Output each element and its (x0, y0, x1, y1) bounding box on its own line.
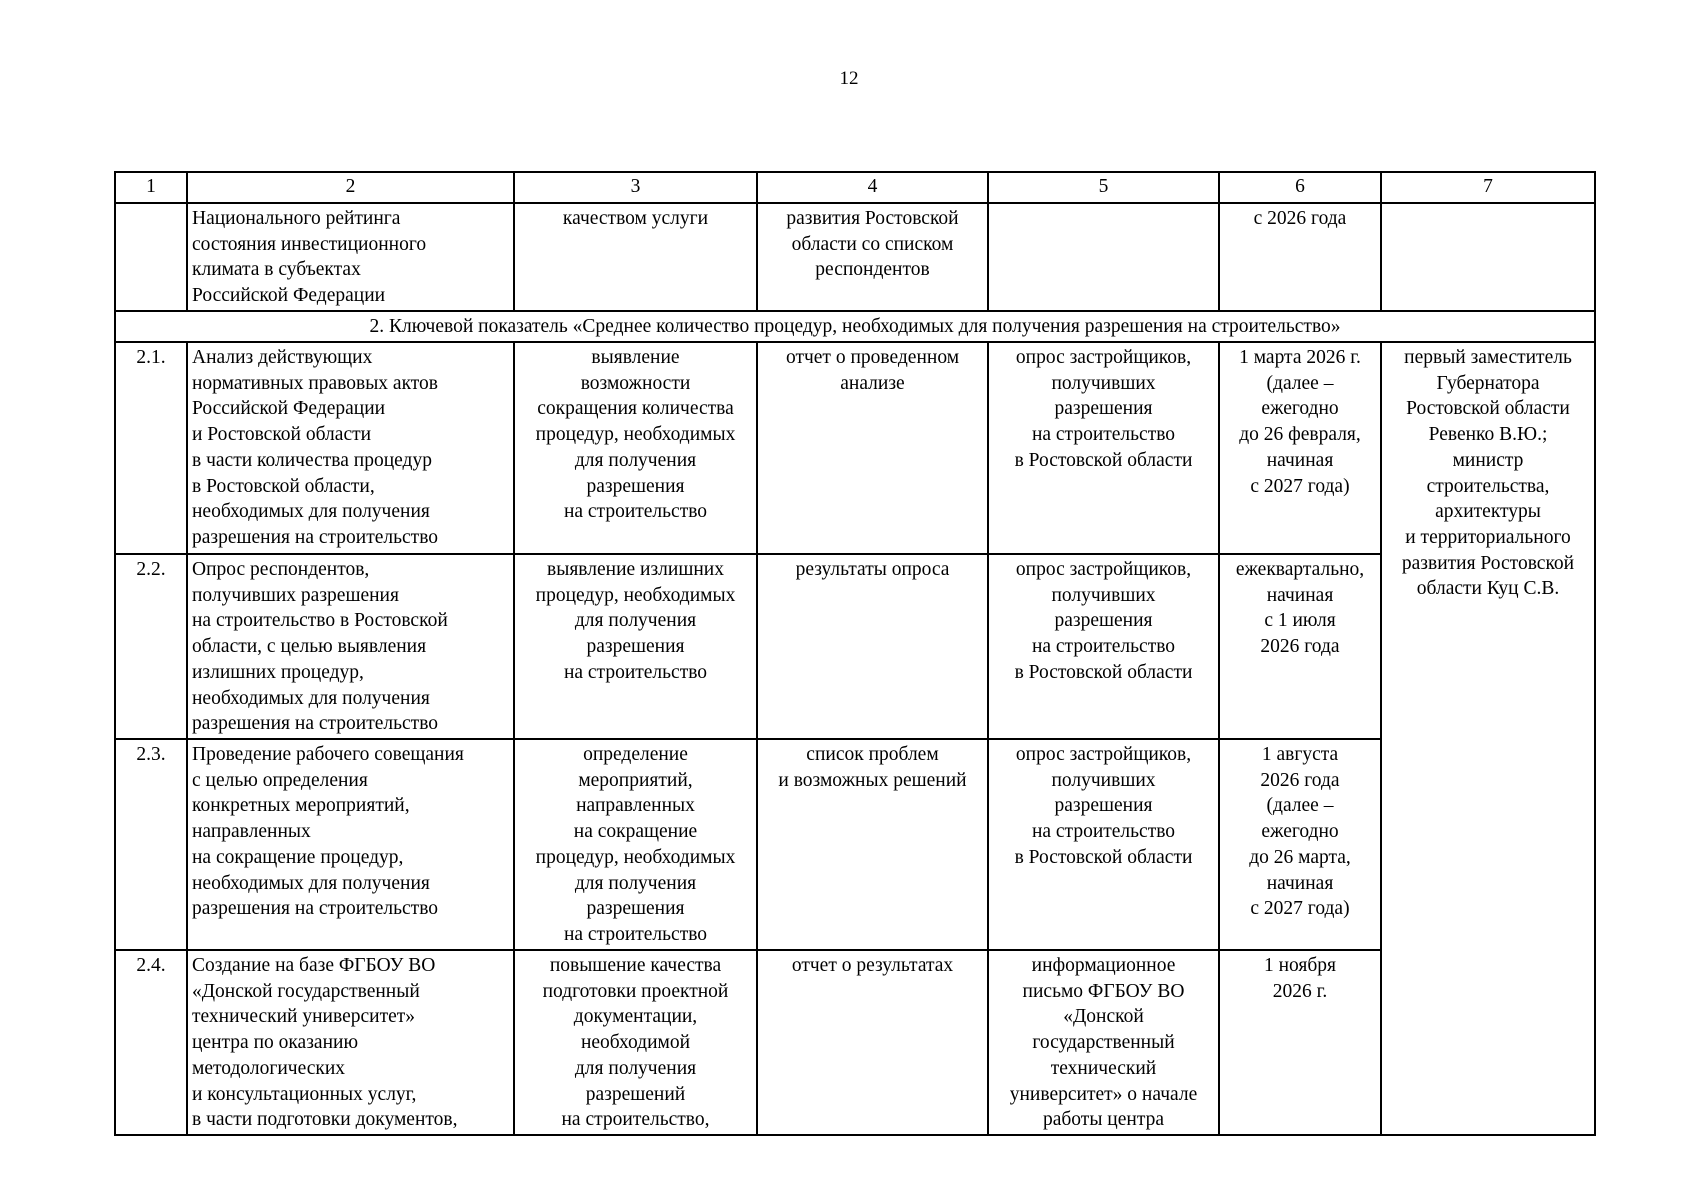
cell-line: Российской Федерации (192, 285, 386, 307)
cell-line: строительства, (1426, 475, 1550, 497)
cell-line: разрешения на строительство (192, 898, 439, 920)
cell-line: выявление излишних (547, 559, 724, 580)
event-cell (187, 739, 514, 950)
cell-line: области со списком (791, 233, 954, 255)
column-number: 4 (757, 172, 988, 203)
cell-line: в части подготовки документов, (192, 1109, 458, 1131)
deadline-cell (1219, 739, 1381, 950)
section-title: 2. Ключевой показатель «Среднее количество процедур, необходимых для получения разрешения на строительство» (115, 311, 1595, 342)
cell-line: Анализ действующих (192, 347, 373, 368)
cell-line: на сокращение процедур, (192, 846, 404, 868)
cell-line: государственный (1032, 1032, 1175, 1054)
cell-line: подготовки проектной (542, 980, 729, 1002)
cell-line: центра по оказанию (192, 1032, 359, 1054)
cell-line: «Донской государственный (192, 980, 420, 1002)
cell-line: Российской Федерации (192, 398, 386, 420)
source-cell (988, 950, 1219, 1135)
cell-line: технический (1050, 1057, 1157, 1079)
cell-line: разрешения (1054, 795, 1153, 817)
goal-cell (514, 203, 757, 311)
cell-line: опрос застройщиков, (1015, 559, 1192, 580)
cell-line: разрешения (586, 475, 685, 497)
row-number: 2.2. (115, 554, 187, 739)
cell-line: с 2027 года) (1250, 475, 1350, 497)
event-cell (187, 203, 514, 311)
cell-line: возможности (580, 372, 691, 394)
cell-line: Опрос респондентов, (192, 559, 370, 580)
cell-line: процедур, необходимых (535, 846, 736, 868)
column-number: 2 (187, 172, 514, 203)
cell-line: разрешения на строительство (192, 713, 439, 735)
cell-line: ежегодно (1261, 398, 1339, 420)
cell-line: работы центра (1042, 1109, 1164, 1131)
cell-line: 1 августа (1261, 744, 1339, 765)
goal-cell (514, 554, 757, 739)
cell-line: 2026 г. (1272, 980, 1328, 1002)
cell-line: отчет о результатах (791, 955, 954, 976)
cell-line: на строительство (563, 661, 708, 683)
result-cell (757, 203, 988, 311)
cell-line: на строительство (563, 923, 708, 945)
cell-line: технический университет» (192, 1006, 416, 1028)
cell-line: разрешения (586, 636, 685, 658)
cell-line: список проблем (806, 744, 939, 765)
column-number: 3 (514, 172, 757, 203)
cell-line: в части количества процедур (192, 449, 432, 471)
table-row (115, 554, 1595, 739)
cell-line: Губернатора (1436, 372, 1540, 394)
responsible-cell (1381, 342, 1595, 1135)
cell-line: нормативных правовых актов (192, 372, 439, 394)
cell-line: «Донской (1063, 1006, 1144, 1028)
cell-line: архитектуры (1435, 501, 1541, 523)
cell-line: области, с целью выявления (192, 636, 427, 658)
cell-line: в Ростовской области (1014, 449, 1193, 471)
cell-line: направленных (576, 795, 695, 817)
cell-line: отчет о проведенном (785, 347, 960, 368)
event-cell (187, 950, 514, 1135)
cell-line: 1 марта 2026 г. (1239, 347, 1361, 368)
cell-line: процедур, необходимых (535, 584, 736, 606)
event-cell (187, 554, 514, 739)
cell-line: министр (1452, 449, 1524, 471)
cell-line: необходимых для получения (192, 872, 430, 894)
deadline-cell (1219, 342, 1381, 554)
cell-line: необходимых для получения (192, 501, 430, 523)
cell-line: на строительство (563, 501, 708, 523)
cell-line: на сокращение (573, 821, 698, 843)
cell-line: Ревенко В.Ю.; (1428, 424, 1548, 446)
event-cell (187, 342, 514, 554)
cell-line: 2026 года (1260, 636, 1340, 658)
column-number: 7 (1381, 172, 1595, 203)
cell-line: сокращения количества (537, 398, 734, 420)
row-number: 2.4. (115, 950, 187, 1135)
cell-line: с 1 июля (1264, 610, 1336, 632)
source-cell (988, 554, 1219, 739)
cell-line: получивших разрешения (192, 584, 399, 606)
cell-line: 1 ноября (1263, 955, 1337, 976)
cell-line: результаты опроса (795, 559, 950, 580)
cell-line: Национального рейтинга (192, 208, 401, 229)
cell-line: для получения (574, 449, 697, 471)
column-number: 1 (115, 172, 187, 203)
cell-line: для получения (574, 1057, 697, 1079)
cell-line: опрос застройщиков, (1015, 347, 1192, 368)
responsible-cell (1381, 203, 1595, 311)
column-number: 5 (988, 172, 1219, 203)
table-row (115, 950, 1595, 1135)
cell-line: письмо ФГБОУ ВО (1022, 980, 1185, 1002)
cell-line: до 26 февраля, (1239, 424, 1361, 446)
cell-line: для получения (574, 610, 697, 632)
row-number-cell (115, 203, 187, 311)
cell-line: необходимых для получения (192, 687, 430, 709)
cell-line: и территориального (1405, 526, 1571, 548)
cell-line: качеством услуги (562, 208, 709, 229)
cell-line: респондентов (815, 259, 930, 281)
cell-line: на строительство в Ростовской (192, 610, 448, 632)
cell-line: климата в субъектах (192, 259, 361, 281)
cell-line: начиная (1266, 872, 1334, 894)
cell-line: (далее – (1266, 372, 1334, 394)
result-cell (757, 342, 988, 554)
cell-line: разрешения (1054, 610, 1153, 632)
cell-line: Ростовской области (1406, 398, 1570, 420)
column-number-row (115, 172, 1595, 203)
cell-line: на строительство (1031, 821, 1176, 843)
cell-line: опрос застройщиков, (1015, 744, 1192, 765)
cell-line: в Ростовской области, (192, 475, 375, 497)
cell-line: с целью определения (192, 769, 368, 791)
result-cell (757, 950, 988, 1135)
cell-line: области Куц С.В. (1416, 578, 1560, 600)
result-cell (757, 739, 988, 950)
cell-line: выявление (591, 347, 680, 368)
column-number: 6 (1219, 172, 1381, 203)
cell-line: с 2026 года (1253, 208, 1347, 229)
cell-line: разрешения (586, 898, 685, 920)
source-cell (988, 739, 1219, 950)
cell-line: университет» о начале (1009, 1083, 1198, 1105)
deadline-cell (1219, 554, 1381, 739)
row-number: 2.3. (115, 739, 187, 950)
result-cell (757, 554, 988, 739)
cell-line: состояния инвестиционного (192, 233, 427, 255)
cell-line: ежегодно (1261, 821, 1339, 843)
goal-cell (514, 342, 757, 554)
cell-line: 2026 года (1260, 769, 1340, 791)
cell-line: получивших (1051, 769, 1156, 791)
deadline-cell (1219, 203, 1381, 311)
cell-line: начиная (1266, 584, 1334, 606)
cell-line: определение (583, 744, 688, 765)
cell-line: направленных (192, 821, 311, 843)
cell-line: в Ростовской области (1014, 661, 1193, 683)
goal-cell (514, 739, 757, 950)
cell-line: до 26 марта, (1249, 846, 1351, 868)
cell-line: документации, (573, 1006, 698, 1028)
table-row (115, 342, 1595, 554)
cell-line: развития Ростовской (786, 208, 959, 229)
cell-line: и консультационных услуг, (192, 1083, 417, 1105)
cell-line: на строительство (1031, 636, 1176, 658)
cell-line: получивших (1051, 372, 1156, 394)
cell-line: и Ростовской области (192, 424, 372, 446)
cell-line: первый заместитель (1404, 347, 1572, 368)
cell-line: процедур, необходимых (535, 424, 736, 446)
cell-line: и возможных решений (778, 769, 967, 791)
page-number: 12 (839, 68, 859, 89)
goal-cell (514, 950, 757, 1135)
cell-line: (далее – (1266, 795, 1334, 817)
source-cell (988, 203, 1219, 311)
cell-line: Создание на базе ФГБОУ ВО (192, 955, 436, 976)
cell-line: мероприятий, (578, 769, 693, 791)
cell-line: разрешений (585, 1083, 686, 1105)
deadline-cell (1219, 950, 1381, 1135)
cell-line: Проведение рабочего совещания (192, 744, 464, 765)
row-number: 2.1. (115, 342, 187, 554)
cell-line: на строительство, (561, 1109, 710, 1131)
cell-line: излишних процедур, (192, 661, 364, 683)
cell-line: разрешения на строительство (192, 526, 439, 548)
cell-line: повышение качества (549, 955, 722, 976)
source-cell (988, 342, 1219, 554)
cell-line: необходимой (580, 1032, 691, 1054)
table-row (115, 739, 1595, 950)
cell-line: на строительство (1031, 424, 1176, 446)
cell-line: с 2027 года) (1250, 898, 1350, 920)
cell-line: в Ростовской области (1014, 846, 1193, 868)
cell-line: развития Ростовской (1401, 552, 1575, 574)
cell-line: анализе (840, 372, 905, 394)
cell-line: для получения (574, 872, 697, 894)
action-plan-table (114, 171, 1596, 1136)
cell-line: разрешения (1054, 398, 1153, 420)
cell-line: получивших (1051, 584, 1156, 606)
section-row (115, 311, 1595, 342)
cell-line: ежеквартально, (1235, 559, 1365, 580)
cell-line: конкретных мероприятий, (192, 795, 410, 817)
cell-line: начиная (1266, 449, 1334, 471)
continuation-row (115, 203, 1595, 311)
cell-line: информационное (1031, 955, 1176, 976)
cell-line: методологических (192, 1057, 346, 1079)
